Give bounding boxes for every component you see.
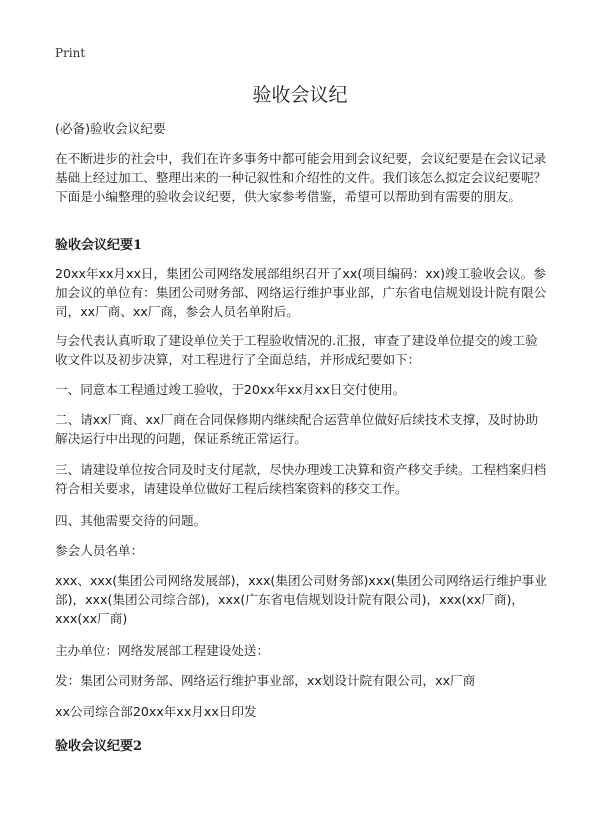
paragraph-item-2: 二、请xx厂商、xx厂商在合同保修期内继续配合运营单位做好后续技术支撑，及时协助解决运行中出现的问题，保证系统正常运行。 [55,412,539,446]
attendees-list: xxx、xxx(集团公司网络发展部)，xxx(集团公司财务部)xxx(集团公司网络运行维护事业部)，xxx(集团公司综合部)，xxx(广东省电信规划设计院有限公司)，xxx(xx厂商)，xxx(xx厂商) [55,573,547,626]
print-link[interactable]: Print [55,46,86,60]
document-title: 验收会议纪 [252,84,348,106]
paragraph-meeting-info: 20xx年xx月xx日，集团公司网络发展部组织召开了xx(项目编码：xx)竣工验收会议。参加会议的单位有：集团公司财务部、网络运行维护事业部，广东省电信规划设计院有限公司，xx厂商、xx厂商，参会人员名单附后。 [55,266,547,319]
paragraph-review: 与会代表认真听取了建设单位关于工程验收情况的.汇报，审查了建设单位提交的竣工验收文件以及初步决算，对工程进行了全面总结，并形成纪要如下： [55,333,538,367]
organizer-line: 主办单位：网络发展部工程建设处送： [55,643,270,658]
section-heading-2: 验收会议纪要2 [55,739,143,754]
paragraph-item-1: 一、同意本工程通过竣工验收，于20xx年xx月xx日交付使用。 [55,382,406,397]
section-heading-1: 验收会议纪要1 [55,238,143,253]
distribution-line: 发：集团公司财务部、网络运行维护事业部，xx划设计院有限公司，xx厂商 [55,673,476,688]
paragraph-item-3: 三、请建设单位按合同及时支付尾款，尽快办理竣工决算和资产移交手续。工程档案归档符合相关要求，请建设单位做好工程后续档案资料的移交工作。 [55,462,547,496]
paragraph-item-4: 四、其他需要交待的问题。 [55,513,207,528]
issue-date-line: xx公司综合部20xx年xx月xx日印发 [55,704,257,719]
attendees-label: 参会人员名单： [55,543,144,558]
intro-paragraph: 在不断进步的社会中，我们在许多事务中都可能会用到会议纪要，会议纪要是在会议记录基础上经过加工、整理出来的一种记叙性和介绍性的文件。我们该怎么拟定会议纪要呢？下面是小编整理的验收会议纪要，供大家参考借鉴，希望可以帮助到有需要的朋友。 [55,151,547,204]
document-subtitle: (必备)验收会议纪要 [55,121,166,136]
